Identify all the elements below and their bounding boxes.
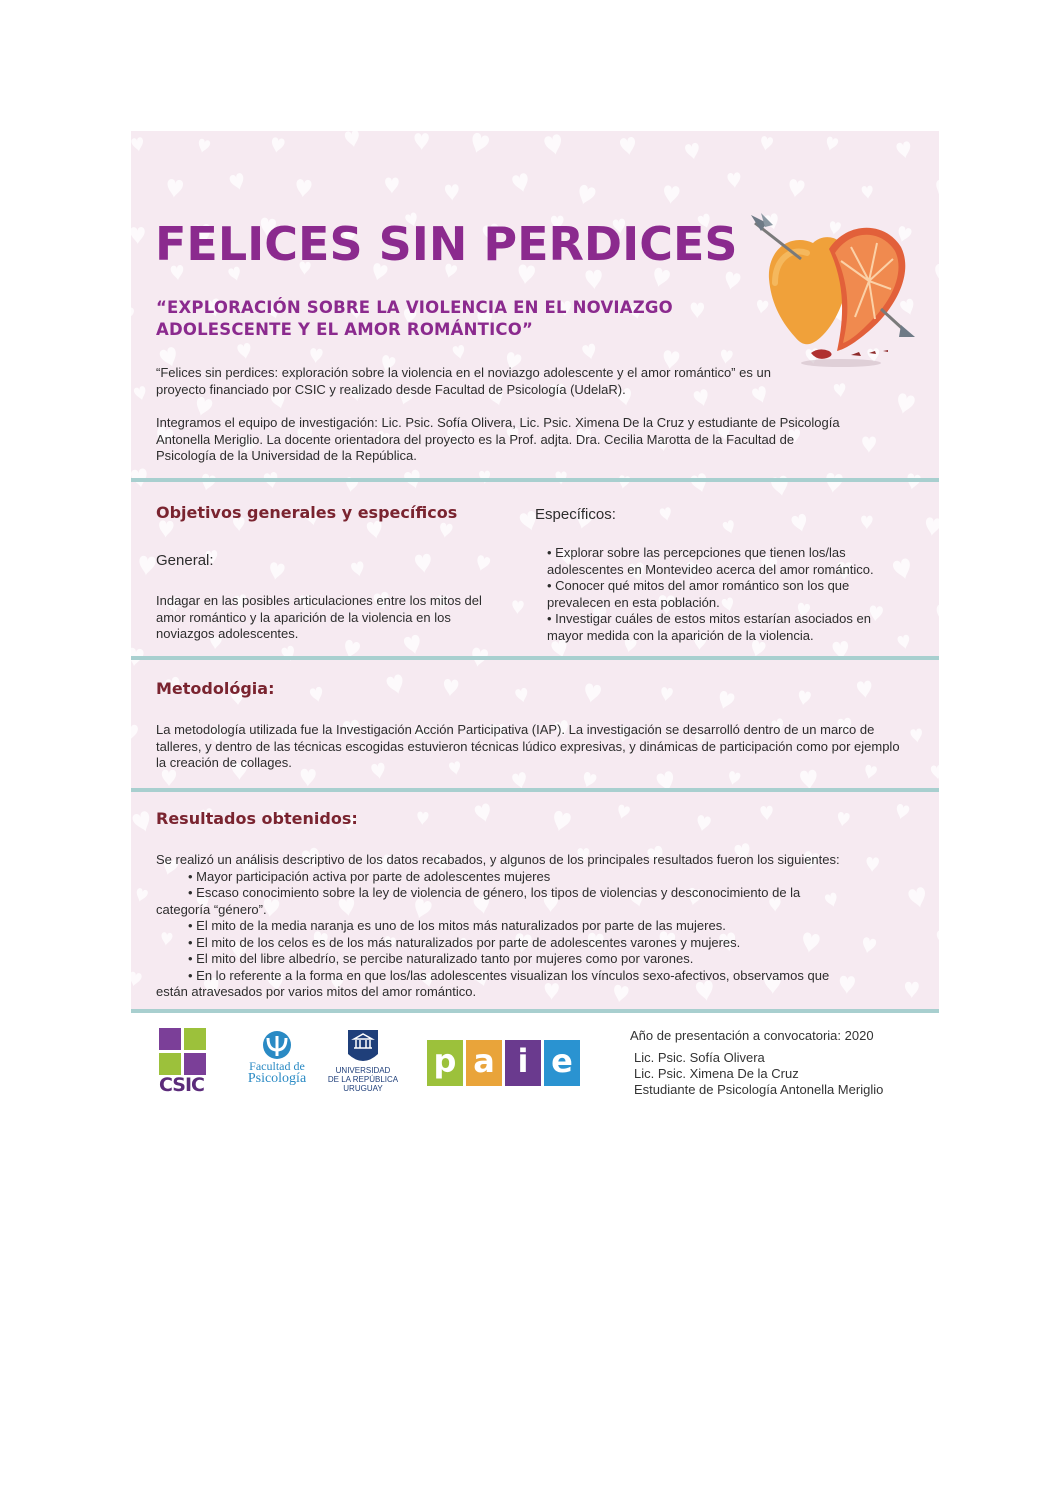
especifico-item: • Investigar cuáles de estos mitos estarían asociados en mayor medida con la aparición de la violencia. bbox=[547, 611, 871, 643]
heart-decoration bbox=[824, 136, 839, 153]
heart-decoration bbox=[575, 184, 597, 208]
intro-paragraph-1: “Felices sin perdices: exploración sobre la violencia en el noviazgo adolescente y el amor romántico” es un proyecto financiado por CSIC y realizado desde Facultad de Psicología (UdelaR). bbox=[156, 365, 771, 397]
udelar-line-3: URUGUAY bbox=[343, 1084, 383, 1093]
author-line: Lic. Psic. Sofía Olivera bbox=[634, 1050, 765, 1065]
university-building-icon bbox=[346, 1028, 380, 1066]
heart-decoration bbox=[933, 263, 939, 285]
subtitle-line-1: “EXPLORACIÓN SOBRE LA VIOLENCIA EN EL NOVIAZGO bbox=[156, 298, 673, 317]
heart-decoration bbox=[309, 348, 323, 364]
paie-letter-i: i bbox=[505, 1040, 541, 1086]
heart-decoration bbox=[295, 179, 312, 199]
resultados-body bbox=[156, 852, 931, 1001]
poster-subtitle bbox=[156, 297, 716, 341]
heart-decoration bbox=[759, 136, 773, 152]
resultado-item: • El mito de la media naranja es uno de los mitos más naturalizados por parte de las mujeres. bbox=[188, 918, 726, 933]
authors-list bbox=[634, 1050, 934, 1098]
resultado-item-continuation: categoría “género”. bbox=[156, 901, 267, 917]
resultado-item: • El mito de los celos es de los más naturalizados por parte de adolescentes varones y mujeres. bbox=[188, 934, 741, 950]
especifico-item: • Explorar sobre las percepciones que tienen los/las adolescentes en Montevideo acerca del amor romántico. bbox=[547, 545, 874, 577]
metodologia-text: La metodología utilizada fue la Investigación Acción Participativa (IAP). La investigación se desarrolló dentro de un marco de talleres, y dentro de las técnicas escogidas estuvieron técnicas lúdico expresivas, y dinámicas de participación como por ejemplo la creación de collages. bbox=[156, 722, 900, 770]
grapefruit-heart-illustration bbox=[751, 213, 921, 373]
psi-icon bbox=[259, 1030, 295, 1060]
csic-logo-text: CSIC bbox=[159, 1074, 204, 1096]
facultad-line-2: Psicología bbox=[247, 1071, 307, 1086]
udelar-line-2: DE LA REPÚBLICA bbox=[327, 1075, 399, 1084]
heart-decoration bbox=[229, 172, 247, 192]
metodologia-section bbox=[131, 660, 939, 788]
intro-paragraph-2: Integramos el equipo de investigación: Lic. Psic. Sofía Olivera, Lic. Psic. Ximena De la Cruz y estudiante de Psicología Antonella Meriglio. La docente orientadora del proyecto es la Prof. adjta. Dra. Cecilia Marotta de la Facultad de Psicología de la Universidad de la República. bbox=[156, 415, 840, 463]
heart-decoration bbox=[933, 179, 939, 196]
general-text: Indagar en las posibles articulaciones entre los mitos del amor romántico y la aparición de la violencia en los noviazgos adolescentes. bbox=[156, 593, 482, 641]
heart-decoration bbox=[237, 342, 253, 360]
facultad-psicologia-logo bbox=[237, 1030, 317, 1102]
heart-decoration bbox=[131, 227, 145, 245]
heart-decoration bbox=[787, 179, 805, 199]
heart-decoration bbox=[619, 136, 637, 156]
resultado-item: • En lo referente a la forma en que los/las adolescentes visualizan los vínculos sexo-afectivos, observamos que bbox=[188, 967, 830, 983]
poster-title: FELICES SIN PERDICES bbox=[155, 217, 738, 271]
heart-decoration bbox=[133, 386, 148, 402]
poster bbox=[131, 131, 939, 1013]
footer bbox=[131, 1016, 939, 1126]
heart-decoration bbox=[452, 344, 466, 360]
objetivos-section bbox=[131, 482, 939, 656]
subtitle-line-2: ADOLESCENTE Y EL AMOR ROMÁNTICO” bbox=[156, 320, 534, 339]
heart-decoration bbox=[719, 349, 733, 365]
resultados-section bbox=[131, 792, 939, 1009]
year-line: Año de presentación a convocatoria: 2020 bbox=[630, 1028, 874, 1043]
resultados-heading: Resultados obtenidos: bbox=[156, 809, 358, 828]
resultado-item: • Escaso conocimiento sobre la ley de violencia de género, los tipos de violencias y desconocimiento de la bbox=[188, 885, 801, 900]
resultados-intro: Se realizó un análisis descriptivo de los datos recabados, y algunos de los principales resultados fueron los siguientes: bbox=[156, 852, 840, 867]
heart-decoration bbox=[582, 343, 598, 361]
paie-letter-e: e bbox=[544, 1040, 580, 1086]
udelar-line-1: UNIVERSIDAD bbox=[335, 1066, 391, 1075]
udelar-logo bbox=[325, 1028, 401, 1108]
heart-decoration bbox=[862, 436, 876, 453]
resultado-item: • Mayor participación activa por parte de adolescentes mujeres bbox=[188, 868, 551, 884]
heart-decoration bbox=[270, 137, 285, 154]
objetivos-heading: Objetivos generales y específicos bbox=[156, 503, 458, 522]
author-line: Estudiante de Psicología Antonella Meriglio bbox=[634, 1082, 884, 1097]
heart-decoration bbox=[727, 172, 741, 189]
paie-letter-p: p bbox=[427, 1040, 463, 1086]
heart-decoration bbox=[414, 133, 429, 150]
heart-decoration bbox=[131, 304, 135, 324]
heart-decoration bbox=[196, 138, 211, 154]
intro-block bbox=[156, 365, 840, 465]
heart-decoration bbox=[585, 270, 602, 291]
author-line: Lic. Psic. Ximena De la Cruz bbox=[634, 1066, 799, 1081]
heart-decoration bbox=[344, 131, 361, 149]
heart-decoration bbox=[468, 132, 490, 156]
paie-letter-a: a bbox=[466, 1040, 502, 1086]
especificos-list bbox=[535, 545, 895, 644]
paie-logo bbox=[427, 1040, 587, 1086]
resultado-item-continuation: están atravesados por varios mitos del amor romántico. bbox=[156, 984, 477, 999]
heart-decoration bbox=[385, 178, 399, 194]
heart-decoration bbox=[684, 142, 700, 161]
heart-decoration bbox=[861, 185, 873, 199]
general-label: General: bbox=[156, 552, 214, 569]
heart-decoration bbox=[896, 141, 913, 160]
especifico-item: • Conocer qué mitos del amor romántico son los que prevalecen en esta población. bbox=[547, 578, 850, 610]
heart-decoration bbox=[511, 172, 531, 194]
heart-decoration bbox=[131, 137, 145, 153]
heart-decoration bbox=[166, 179, 183, 199]
heart-decoration bbox=[445, 184, 459, 201]
heart-decoration bbox=[663, 185, 680, 205]
facultad-line-1: Facultad de bbox=[249, 1059, 305, 1073]
heart-decoration bbox=[723, 271, 741, 292]
heart-decoration bbox=[894, 392, 915, 416]
heart-decoration bbox=[543, 134, 564, 157]
heart-decoration bbox=[833, 383, 846, 398]
divider-4 bbox=[131, 1009, 939, 1013]
csic-logo bbox=[159, 1028, 209, 1100]
resultado-item: • El mito del libre albedrío, se percibe naturalizado tanto por mujeres como por varones. bbox=[188, 951, 694, 966]
metodologia-heading: Metodológia: bbox=[156, 679, 275, 698]
especificos-label: Específicos: bbox=[535, 506, 616, 523]
